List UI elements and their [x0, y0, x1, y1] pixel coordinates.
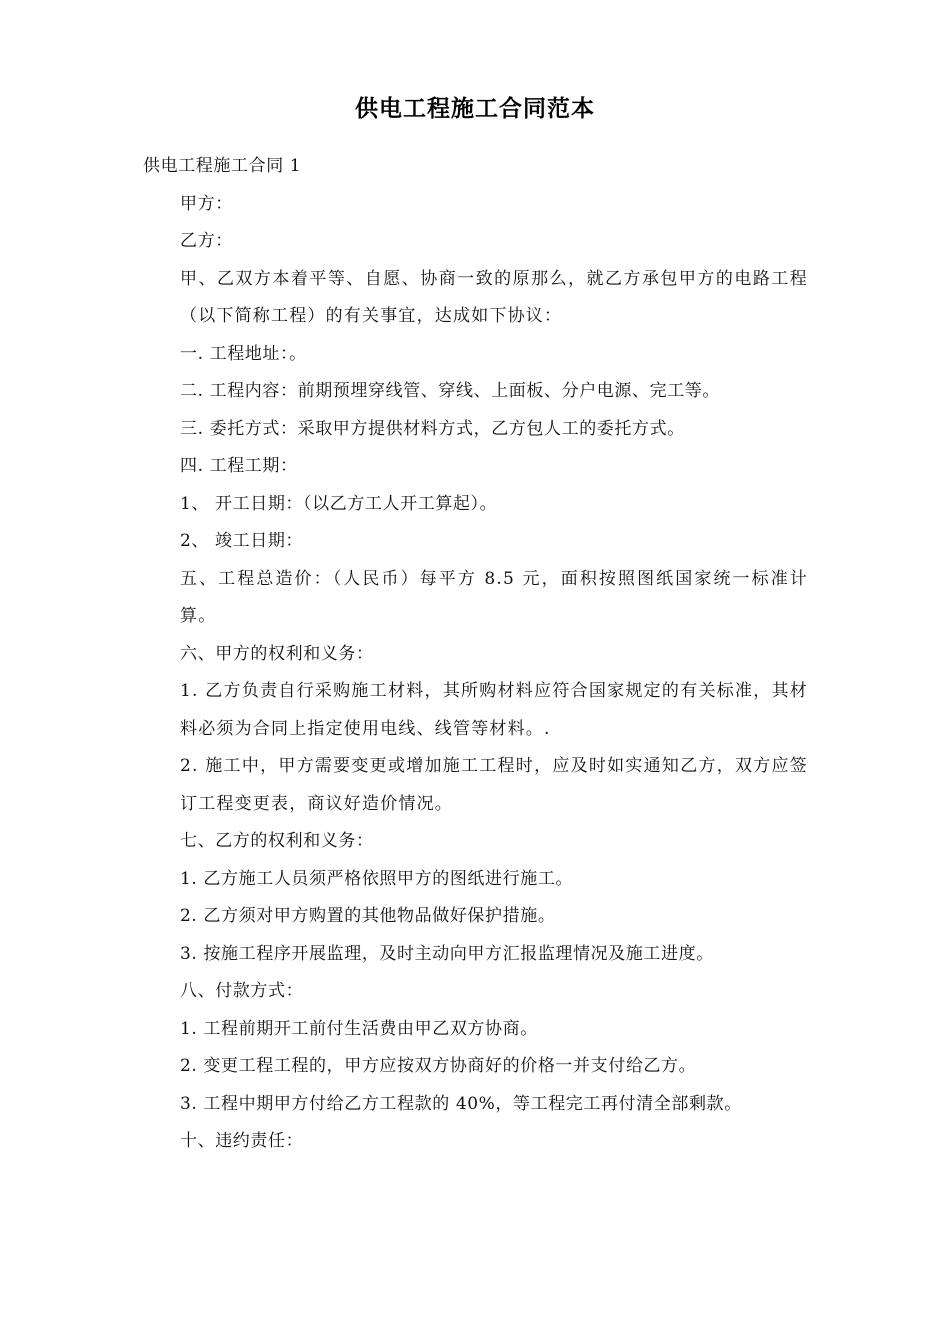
clause-4-start-date: 1、 开工日期：（以乙方工人开工算起）。	[180, 493, 498, 514]
clause-10-heading: 十、违约责任：	[180, 1131, 304, 1151]
clause-8-heading: 八、付款方式：	[180, 981, 304, 1001]
clause-8-item-1: 1. 工程前期开工前付生活费由甲乙双方协商。	[180, 1018, 538, 1039]
clause-6-item-2: 2. 施工中，甲方需要变更或增加施工工程时，应及时如实通知乙方，双方应签订工程变更表，商议好造价情况。	[180, 756, 808, 814]
clause-8-item-3: 3. 工程中期甲方付给乙方工程款的 40%，等工程完工再付清全部剩款。	[180, 1093, 742, 1114]
contract-heading: 供电工程施工合同 1	[143, 156, 302, 176]
party-a-line: 甲方：	[180, 193, 233, 214]
clause-7-item-1: 1. 乙方施工人员须严格依照甲方的图纸进行施工。	[180, 868, 574, 889]
clause-4-schedule: 四. 工程工期：	[180, 456, 298, 476]
clause-6-heading: 六、甲方的权利和义务：	[180, 643, 374, 664]
clause-8-item-2: 2. 变更工程工程的，甲方应按双方协商好的价格一并支付给乙方。	[180, 1056, 697, 1076]
clause-3-method: 三. 委托方式：采取甲方提供材料方式，乙方包人工的委托方式。	[180, 418, 685, 439]
clause-4-end-date: 2、 竣工日期：	[180, 531, 304, 551]
document-body	[143, 148, 808, 1161]
clause-2-content: 二. 工程内容：前期预埋穿线管、穿线、上面板、分户电源、完工等。	[180, 381, 721, 401]
clause-6-item-1: 1. 乙方负责自行采购施工材料，其所购材料应符合国家规定的有关标准，其材料必须为合同上指定使用电线、线管等材料。.	[180, 681, 808, 739]
clause-7-item-3: 3. 按施工程序开展监理，及时主动向甲方汇报监理情况及施工进度。	[180, 943, 714, 964]
clause-1-address: 一. 工程地址：。	[180, 343, 307, 364]
clause-7-item-2: 2. 乙方须对甲方购置的其他物品做好保护措施。	[180, 906, 556, 926]
party-b-line: 乙方：	[180, 231, 233, 251]
clause-5-price: 五、工程总造价：（人民币）每平方 8.5 元，面积按照图纸国家统一标准计 算。	[180, 568, 808, 626]
clause-7-heading: 七、乙方的权利和义务：	[180, 831, 374, 851]
document-title: 供电工程施工合同范本	[355, 96, 595, 122]
preamble-paragraph: 甲、乙双方本着平等、自愿、协商一致的原那么，就乙方承包甲方的电路工程（以下简称工程）的有关事宜，达成如下协议：	[180, 268, 808, 326]
